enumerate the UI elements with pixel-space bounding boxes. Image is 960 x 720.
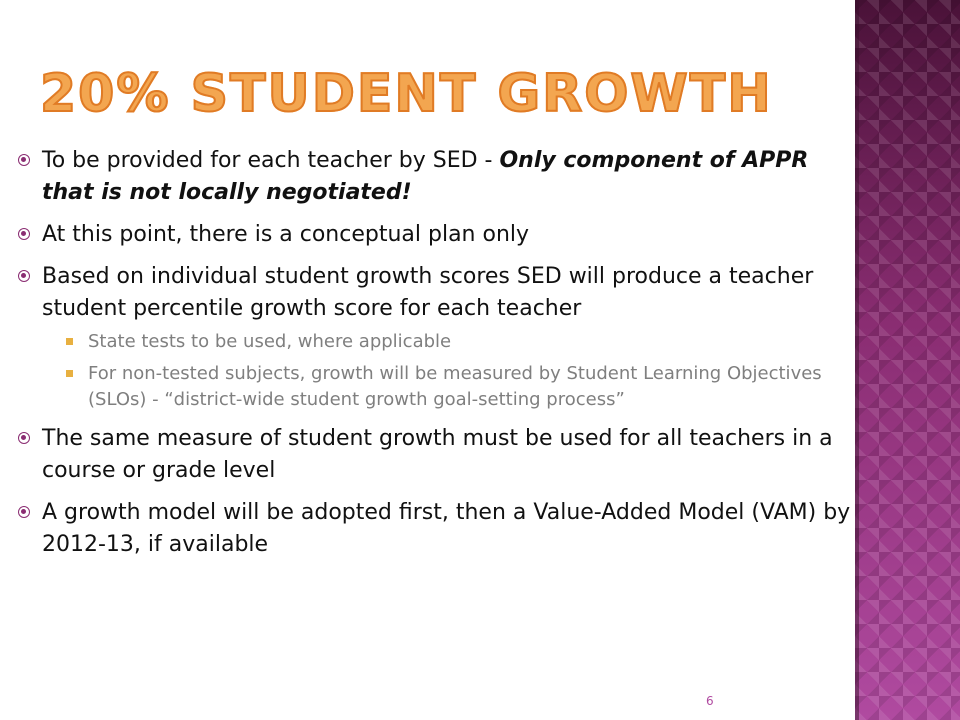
decorative-side-panel [855,0,960,720]
bullet-item [18,497,853,561]
sub-bullet-item [66,361,853,413]
sub-bullet-list [66,329,853,413]
bullet-emphasis-text: Only component of APPR that is not locally negotiated! [42,148,809,205]
bullet-text: At this point, there is a conceptual plan only [42,222,530,247]
bullet-text: The same measure of student growth must be used for all teachers in a course or grade level [42,426,833,483]
bullet-item [18,145,853,209]
circle-dot-icon [18,154,30,166]
circle-dot-icon [18,270,30,282]
page-number: 6 [706,694,714,708]
circle-dot-icon [18,228,30,240]
sub-bullet-text: State tests to be used, where applicable [88,331,452,352]
square-icon [66,370,73,377]
circle-dot-icon [18,506,30,518]
slide-title-text: 20% STUDENT GROWTH [40,64,773,124]
bullet-item [18,423,853,487]
bullet-text: To be provided for each teacher by SED - [42,148,500,173]
sub-bullet-text: For non-tested subjects, growth will be measured by Student Learning Objectives (SLOs) - “district-wide student growth goal-setting process” [88,363,822,410]
bullet-list [18,145,853,571]
square-icon [66,338,73,345]
sub-bullet-item [66,329,853,355]
bullet-text: A growth model will be adopted first, then a Value-Added Model (VAM) by 2012-13, if available [42,500,851,557]
slide-title [40,64,850,124]
bullet-text: Based on individual student growth scores SED will produce a teacher student percentile growth score for each teacher [42,264,814,321]
bullet-item [18,261,853,413]
bullet-item [18,219,853,251]
circle-dot-icon [18,432,30,444]
